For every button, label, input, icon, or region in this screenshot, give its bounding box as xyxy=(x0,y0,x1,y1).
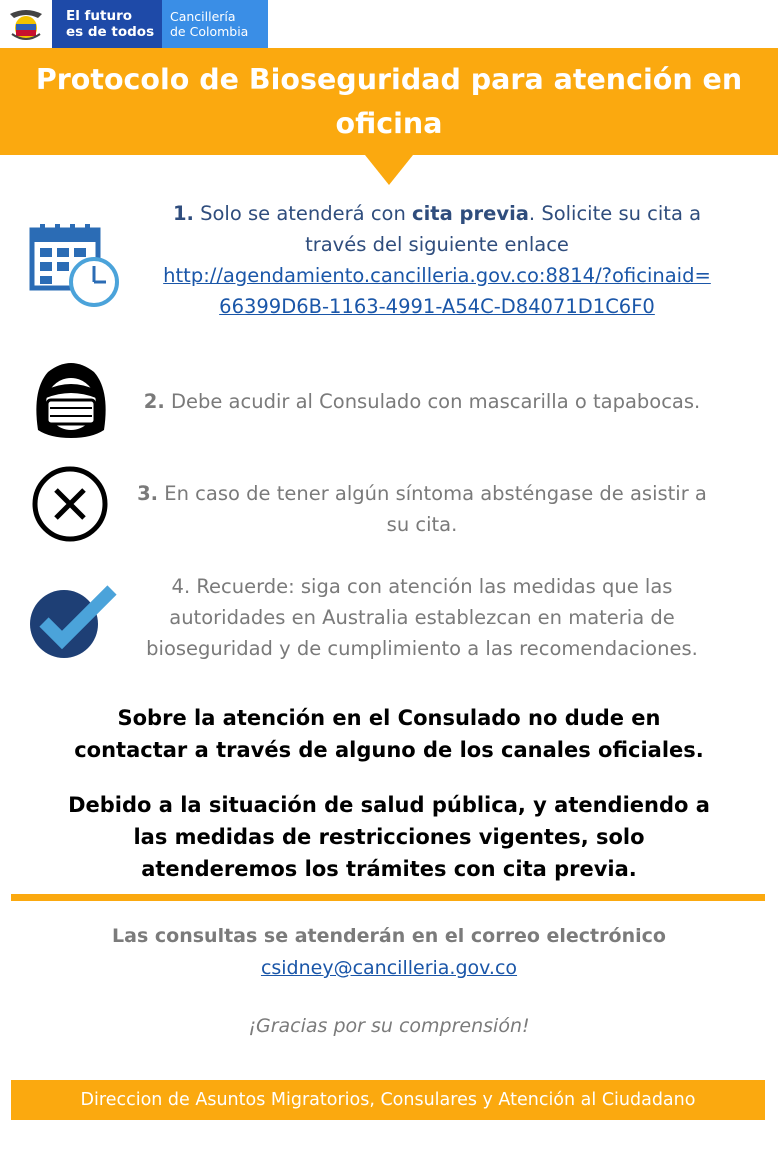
item-3-line1-body: En caso de tener algún síntoma absténgase de asistir a xyxy=(164,482,707,505)
consult-line1: Las consultas se atenderán en el correo electrónico xyxy=(112,925,666,947)
item-4-text xyxy=(118,571,726,664)
divider-rule xyxy=(11,894,765,901)
item-3-number: 3. xyxy=(137,482,159,505)
statement-contact-line1: Sobre la atención en el Consulado no dude en xyxy=(117,706,661,730)
item-4-line1: 4. Recuerde: siga con atención las medidas que las xyxy=(171,575,673,598)
footer-banner: Direccion de Asuntos Migratorios, Consulares y Atención al Ciudadano xyxy=(11,1080,765,1120)
item-1-bold: cita previa xyxy=(412,202,529,225)
statement-health-line2: las medidas de restricciones vigentes, solo xyxy=(133,825,645,849)
item-2-body: Debe acudir al Consulado con mascarilla o tapabocas. xyxy=(170,390,701,413)
appointment-link-line2[interactable]: 66399D6B-1163-4991-A54C-D84071D1C6F0 xyxy=(219,295,655,318)
header-arrow xyxy=(365,155,413,185)
page-title-line2: oficina xyxy=(335,107,443,140)
item-3-text xyxy=(118,478,726,540)
item-1-number: 1. xyxy=(172,202,194,225)
item-2-number: 2. xyxy=(143,390,165,413)
item-1-text xyxy=(118,198,756,322)
thanks-message: ¡Gracias por su comprensión! xyxy=(248,1015,530,1037)
logo-bar xyxy=(0,0,268,48)
colombia-crest-icon xyxy=(0,0,52,48)
statement-contact-line2: contactar a través de alguno de los canales oficiales. xyxy=(74,738,704,762)
item-3-line2: su cita. xyxy=(386,513,458,536)
item-1-line2: través del siguiente enlace xyxy=(305,233,569,256)
calendar-clock-icon xyxy=(28,222,122,314)
cancilleria-line2: de Colombia xyxy=(170,24,249,39)
statement-health-line3: atenderemos los trámites con cita previa. xyxy=(141,857,637,881)
item-1-text-after: . Solicite su cita a xyxy=(528,202,702,225)
face-mask-icon xyxy=(32,360,110,444)
check-circle-icon xyxy=(28,582,120,666)
item-2-text xyxy=(118,386,726,417)
item-1-text-before: Solo se atenderá con xyxy=(200,202,406,225)
page-title-line1: Protocolo de Bioseguridad para atención en xyxy=(35,63,743,96)
header-banner xyxy=(0,48,778,155)
futuro-logo xyxy=(52,0,162,48)
cancilleria-logo xyxy=(162,0,268,48)
page-title xyxy=(20,58,758,146)
item-1-line1 xyxy=(118,198,756,229)
futuro-line2: es de todos xyxy=(66,24,155,40)
statement-contact xyxy=(40,702,738,766)
item-3-line1 xyxy=(118,478,726,509)
statement-health-line1: Debido a la situación de salud pública, y atendiendo a xyxy=(68,793,710,817)
item-4-line2: autoridades en Australia establezcan en materia de xyxy=(169,606,675,629)
futuro-line1: El futuro xyxy=(66,8,133,24)
cancilleria-line1: Cancillería xyxy=(170,9,236,24)
consulate-email-link[interactable]: csidney@cancilleria.gov.co xyxy=(260,957,518,979)
appointment-link-line1[interactable]: http://agendamiento.cancilleria.gov.co:8814/?oficinaid= xyxy=(163,264,711,287)
item-4-line3: bioseguridad y de cumplimiento a las recomendaciones. xyxy=(146,637,698,660)
cancel-circle-icon xyxy=(30,464,110,548)
consult-block xyxy=(40,920,738,984)
statement-public-health xyxy=(40,789,738,885)
